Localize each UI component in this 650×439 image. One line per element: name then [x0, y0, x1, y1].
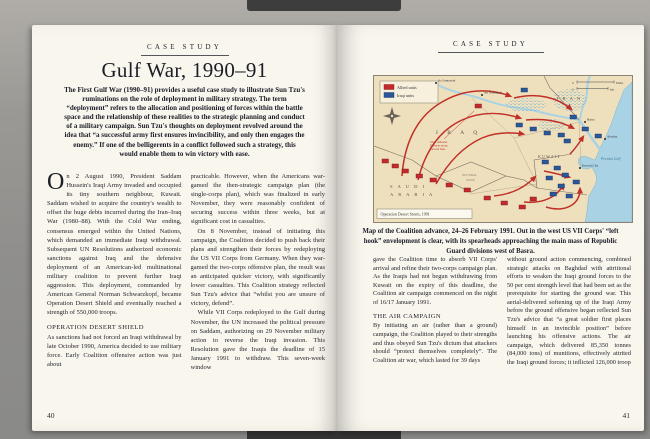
section-heading-desert-shield: OPERATION DESERT SHIELD	[47, 323, 144, 331]
scale-zero-km: 0	[572, 87, 574, 92]
label-persian-gulf: Persian Gulf	[601, 157, 621, 161]
label-neutral: NEUTRAL	[462, 173, 477, 177]
map-graphic	[374, 76, 632, 222]
left-page	[32, 25, 337, 431]
label-abadan: Abadan	[607, 134, 618, 139]
label-saudi: S A U D I	[390, 184, 427, 189]
annotation-line-3: forward base	[430, 147, 446, 152]
label-zone: ZONE	[466, 178, 475, 182]
right-page-columns	[373, 256, 631, 430]
body-paragraph: As sanctions had not forced an Iraqi withdrawal by late October 1990, America decided to use military force. Early Coalition offensive action was just about	[47, 333, 182, 368]
annotation-line-1: 101st Airborne	[430, 140, 448, 144]
intro-paragraph: The First Gulf War (1990–91) provides a useful case study to illustrate Sun Tzu's ruminations on the role of deployment in military strategy. The term “deployment” refers to the allocation and positioning of forces within the battle space and the relationship of these realities to the strategic planning and conduct of a military campaign. Sun Tzu's thoughts on deployment revolved around the idea that “a successful army first ensures invincibility, and only then engages the enemy.” If one of the belligerents in a conflict followed such a strategy, this would enable them to win victory with ease.	[64, 86, 305, 158]
left-page-column-1	[47, 172, 182, 418]
section-heading-air-campaign: THE AIR CAMPAIGN	[373, 313, 442, 321]
background-strip-top	[247, 0, 401, 11]
kicker-rule-left	[141, 55, 229, 56]
body-paragraph: practicable. However, when the Americans war-gamed the then-strategic campaign plan (the single-corps plan), which was finalized in early November, they were reasonably confident of securing success within three weeks, but at significant cost in casualties.	[190, 173, 325, 226]
right-page	[337, 25, 644, 431]
label-arabia: A R A B I A	[390, 192, 435, 197]
page-number-left: 40	[47, 411, 55, 420]
case-study-kicker-right: CASE STUDY	[453, 40, 528, 48]
body-paragraph: While VII Corps redeployed to the Gulf during November, the UN increased the political pressure on Saddam, authorizing on 29 November military action to reverse the Iraqi invasion. This Resolution gave the Iraqis the deadline of 15 January 1991 to withdraw. This seven-week window	[190, 309, 325, 371]
page-number-right: 41	[622, 411, 630, 420]
body-paragraph: By initiating an air (rather than a ground) campaign, the Coalition played to their strengths and thus obeyed Sun Tzu's dictum that attackers should “protect themselves completely”. The Coalition air war, which lasted for 39 days	[373, 322, 497, 364]
legend-label-iraqi: Iraqi units	[397, 92, 415, 98]
label-as-samawah: As Samawah	[438, 78, 456, 83]
body-paragraph: without ground action commencing, combined strategic attacks on Baghdad with attritional efforts to weaken the Iraqi ground forces to the 50 per cent strength level that had been set as the prerequisite for starting the ground war. This aerial-delivered softening up of the Iraqi Army before the ground offensive began reflected Sun Tzu's advice that “a great soldier first places himself in an invincible position” before launching his offensive actions. The air campaign, which delivered 85,350 tonnes (84,000 tons) of munitions, effectively attrited the Iraqi ground forces; it inflicted 126,000 troop	[507, 256, 631, 366]
map-caption: Map of the Coalition advance, 24–26 February 1991. Out in the west US VII Corps' “left hook” envelopment is clear, with its spearheads approaching the main mass of Republic Guard divisions west of Basra.	[362, 228, 619, 255]
right-page-column-1	[373, 256, 497, 430]
label-basra: Basra	[587, 117, 595, 122]
chapter-title: Gulf War, 1990–91	[101, 58, 268, 82]
label-kuwait: KUWAIT	[538, 154, 561, 159]
annotation-line-2: Division set up	[430, 143, 448, 148]
drop-cap: O	[47, 172, 65, 195]
scale-km-label: km	[610, 87, 615, 92]
label-kuwait-city: Kuwait City	[582, 163, 599, 168]
case-study-kicker-left: CASE STUDY	[147, 43, 222, 51]
map-title-label: Operation Desert Storm, 1991	[380, 211, 430, 217]
label-iran: I R A N	[557, 96, 582, 101]
kicker-rule-right	[438, 52, 544, 53]
legend-swatch-allied	[384, 85, 394, 90]
map-legend	[380, 81, 438, 103]
body-paragraph	[47, 172, 182, 318]
legend-swatch-iraqi	[384, 93, 394, 98]
body-text: n 2 August 1990, President Saddam Hussein's Iraqi Army invaded and occupied its tiny southern neighbour, Kuwait. Saddam wished to acquire the country's wealth to offset the huge debts incurred during the Iran–Iraq War (1980–88). With the Cold War ending, consensus emerged within the United Nations, which demanded an immediate Iraqi withdrawal. Subsequent UN Resolutions authorized economic sanctions against Iraq and the defensive deployment of an American-led multinational military coalition to prevent further Iraqi aggression. This deployment, commanded by American General Norman Schwarzkopf, became Operation Desert Shield and eventually reached a strength of 550,000 troops.	[47, 173, 182, 317]
marshland	[506, 98, 546, 112]
map-title-box	[377, 209, 472, 219]
desert-storm-map	[373, 75, 633, 223]
scale-miles-label: Miles	[616, 80, 624, 85]
scale-zero-miles: 0	[572, 80, 574, 85]
left-page-column-2	[191, 172, 326, 418]
body-paragraph: On 8 November, instead of initiating this campaign, the Coalition decided to push back their plans and strengthen their forces by redeploying the US VII Corps from Germany. When they war-gamed the two-corps offensive plan, the result was an anticipated quicker victory, with significantly lower casualties. This Coalition strategy reflected Sun Tzu's advice that “whilst you are unsure of victory, defend”.	[190, 227, 325, 308]
right-page-column-2	[507, 256, 631, 430]
label-an-nasiriyah: An Nasiriyah	[484, 90, 502, 95]
label-iraq: I R A Q	[436, 130, 482, 136]
legend-label-allied: Allied units	[397, 84, 417, 90]
left-page-columns	[47, 172, 325, 418]
body-paragraph: gave the Coalition time to absorb VII Corps' arrival and refine their two-corps campaign plan. As the Iraqis had not begun withdrawing from Kuwait on the expiry of this deadline, the Coalition air campaign commenced on the night of 16/17 January 1991.	[373, 256, 497, 306]
